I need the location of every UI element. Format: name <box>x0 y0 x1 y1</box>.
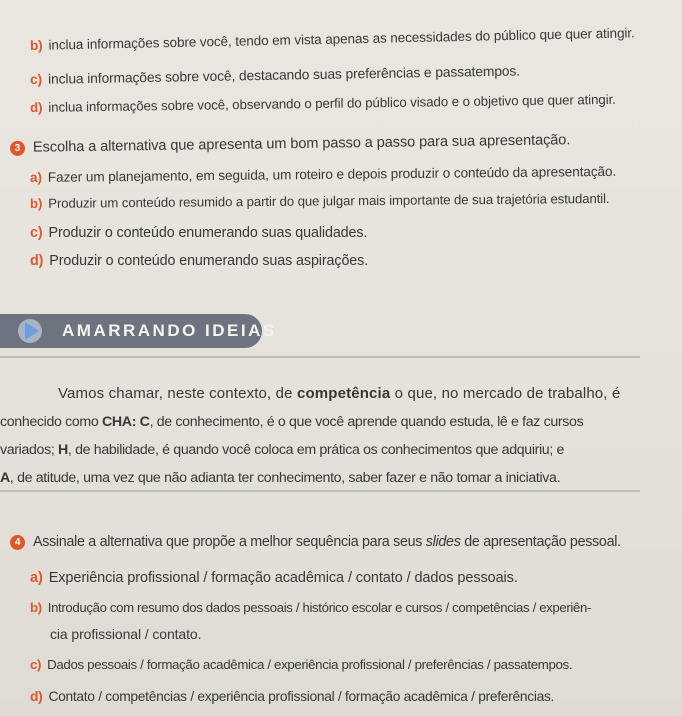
question-number-badge: 4 <box>10 535 25 550</box>
option-text: Contato / competências / experiência profissional / formação acadêmica / preferências. <box>48 689 555 704</box>
option-letter: d) <box>29 99 43 115</box>
option-text: inclua informações sobre você, destacando suas preferências e passatempos. <box>47 63 521 87</box>
question-text: Escolha a alternativa que apresenta um bom passo a passo para sua apresentação. <box>32 132 571 156</box>
option-letter: d) <box>30 253 44 269</box>
q3-prompt <box>10 132 570 156</box>
option-letter: b) <box>29 195 43 211</box>
section-banner <box>0 314 277 348</box>
q4-prompt: 4 Assinale a alternativa que propõe a melhor sequência para seus slides de apresentação pessoal. <box>10 534 621 550</box>
q4-option-c[interactable] <box>30 657 572 672</box>
concept-line-3: variados; H, de habilidade, é quando você coloca em prática os conhecimentos que adquiriu; e <box>0 442 565 458</box>
q4-option-d[interactable] <box>30 689 554 704</box>
concept-text <box>0 380 628 492</box>
option-letter: b) <box>30 600 42 615</box>
option-text: inclua informações sobre você, observando o perfil do público visado e o objetivo que quer atingir. <box>48 91 616 115</box>
option-letter: a) <box>29 169 42 185</box>
option-letter: c) <box>30 657 42 672</box>
option-text-cont: cia profissional / contato. <box>50 626 202 642</box>
option-text: Fazer um planejamento, em seguida, um roteiro e depois produzir o conteúdo da apresentação. <box>47 163 617 185</box>
concept-box <box>0 356 640 492</box>
option-text: Experiência profissional / formação acadêmica / contato / dados pessoais. <box>48 570 518 586</box>
question-number-badge: 3 <box>10 141 25 156</box>
q3-option-b[interactable] <box>30 191 610 211</box>
option-text: Dados pessoais / formação acadêmica / experiência profissional / preferências / passatempos. <box>47 657 573 672</box>
concept-line-1: Vamos chamar, neste contexto, de competência o que, no mercado de trabalho, é <box>58 385 621 402</box>
option-text: Produzir o conteúdo enumerando suas aspirações. <box>49 253 369 269</box>
q4-option-b[interactable] <box>30 600 591 615</box>
play-arrow-icon <box>18 319 42 343</box>
option-letter: d) <box>30 689 43 704</box>
concept-line-2: conhecido como CHA: C, de conhecimento, é o que você aprende quando estuda, lê e faz cursos <box>0 414 584 430</box>
option-text: Produzir o conteúdo enumerando suas qualidades. <box>48 225 368 241</box>
q2-option-c[interactable] <box>30 63 520 87</box>
option-text: Produzir um conteúdo resumido a partir do que julgar mais importante de sua trajetória estudantil. <box>48 190 610 211</box>
option-letter: c) <box>30 225 43 241</box>
q4-option-b-continuation <box>50 626 201 642</box>
concept-line-4: A, de atitude, uma vez que não adianta ter conhecimento, saber fazer e não tomar a iniciativa. <box>0 470 561 486</box>
option-letter: a) <box>30 570 43 586</box>
option-letter: b) <box>29 37 43 53</box>
q3-option-c[interactable] <box>30 225 367 241</box>
option-text: Introdução com resumo dos dados pessoais / histórico escolar e cursos / competências / experiên- <box>47 600 592 615</box>
q2-option-b[interactable] <box>30 25 635 53</box>
option-letter: c) <box>29 71 43 87</box>
q2-option-d[interactable] <box>30 92 616 115</box>
q4-option-a[interactable] <box>30 570 518 586</box>
option-text: inclua informações sobre você, tendo em vista apenas as necessidades do público que quer atingir. <box>48 25 635 53</box>
q3-option-d[interactable] <box>30 253 368 269</box>
section-title: AMARRANDO IDEIAS <box>62 321 277 340</box>
q3-option-a[interactable] <box>30 164 616 185</box>
